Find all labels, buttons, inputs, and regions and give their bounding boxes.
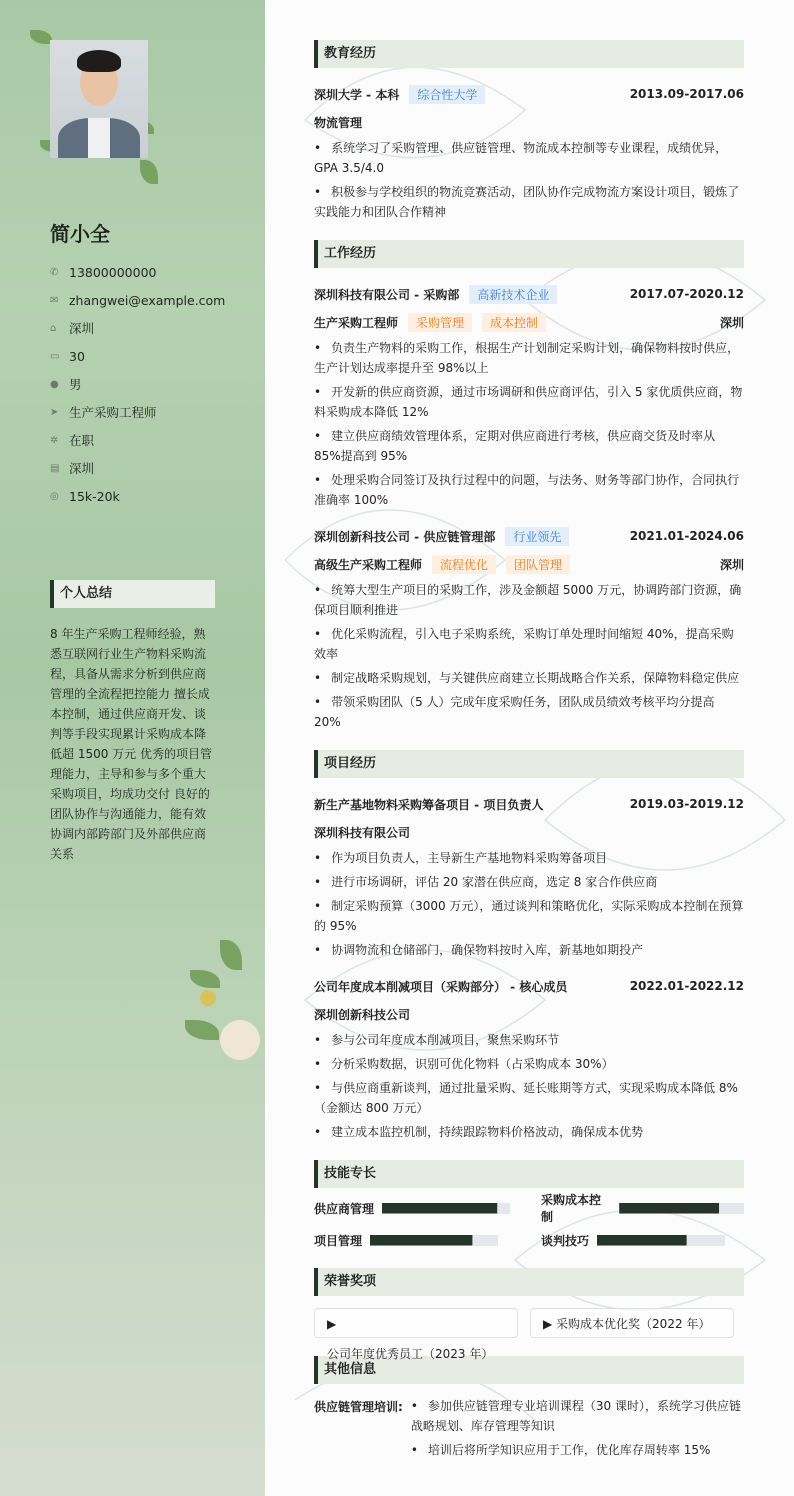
info-city: ▤ 深圳 <box>50 461 95 476</box>
project-date: 2019.03-2019.12 <box>629 797 744 811</box>
skill-tag: 成本控制 <box>482 313 546 332</box>
school: 深圳大学 - 本科 <box>314 87 400 102</box>
work-heading: 工作经历 <box>314 240 744 268</box>
avatar <box>50 40 148 158</box>
list-item: • 建立供应商绩效管理体系，定期对供应商进行考核，供应商交货及时率从 85%提高到 95% <box>314 429 716 463</box>
profile-photo-frame <box>30 20 170 195</box>
project-org: 深圳科技有限公司 <box>314 825 411 840</box>
project-name: 公司年度成本削减项目（采购部分） - 核心成员 <box>314 979 568 994</box>
company-tag: 行业领先 <box>505 527 569 546</box>
skills-section <box>314 1160 744 1250</box>
mail-icon: ✉ <box>50 294 59 306</box>
summary-text: 8 年生产采购工程师经验，熟悉互联网行业生产物料采购流程，具备从需求分析到供应商管理的全流程把控能力 擅长成本控制，通过供应商开发、谈判等手段实现累计采购成本降低超 1500 万元 优秀的项目管理能力，主导和参与多个重大采购项目，均成功交付 良好的团队协作与沟通能力，能有效协调内部跨部门及外部供应商关系 <box>50 627 212 861</box>
company: 深圳创新科技公司 - 供应链管理部 <box>314 529 496 544</box>
list-item: • 负责生产物料的采购工作，根据生产计划制定采购计划，确保物料按时供应，生产计划达成率提升至 98%以上 <box>314 341 740 375</box>
job-date: 2021.01-2024.06 <box>629 529 744 543</box>
project-org: 深圳创新科技公司 <box>314 1007 411 1022</box>
job-city: 深圳 <box>719 557 744 572</box>
sidebar <box>0 0 265 1496</box>
list-item: • 分析采购数据，识别可优化物料（占采购成本 30%） <box>314 1057 614 1071</box>
list-item: • 参与公司年度成本削减项目，聚焦采购环节 <box>314 1033 560 1047</box>
projects-heading: 项目经历 <box>314 750 744 778</box>
list-item: • 协调物流和仓储部门，确保物料按时入库，新基地如期投产 <box>314 943 644 957</box>
skill-tag: 采购管理 <box>408 313 472 332</box>
work-section <box>314 240 744 732</box>
info-salary: ◎ 15k-20k <box>50 488 120 504</box>
education-heading: 教育经历 <box>314 40 744 68</box>
building-icon: ▤ <box>50 462 60 474</box>
list-item: • 开发新的供应商资源，通过市场调研和供应商评估，引入 5 家优质供应商，物料采购成本降低 12% <box>314 385 743 419</box>
triangle-right-icon: ▶ <box>327 1317 337 1331</box>
job-entry <box>314 280 744 510</box>
list-item: • 制定采购预算（3000 万元），通过谈判和策略优化，实际采购成本控制在预算的 95% <box>314 899 744 933</box>
skill-bar <box>619 1203 744 1214</box>
company-tag: 高新技术企业 <box>469 285 557 304</box>
skill-bar-fill <box>597 1235 687 1246</box>
list-item: • 系统学习了采购管理、供应链管理、物流成本控制等专业课程，成绩优异，GPA 3.5/4.0 <box>314 141 728 175</box>
contact-info <box>50 258 250 510</box>
skill-bar <box>370 1235 498 1246</box>
job-city: 深圳 <box>719 315 744 330</box>
award-item[interactable]: ▶ 公司年度优秀员工（2023 年） <box>314 1308 518 1338</box>
list-item: • 参加供应链管理专业培训课程（30 课时），系统学习供应链战略规划、库存管理等知识 <box>410 1399 741 1433</box>
job-date: 2017.07-2020.12 <box>629 287 744 301</box>
summary-heading: 个人总结 <box>50 580 215 608</box>
skill-tag: 流程优化 <box>432 555 496 574</box>
candidate-name: 简小全 <box>50 222 110 246</box>
list-item: • 处理采购合同签订及执行过程中的问题，与法务、财务等部门协作，合同执行准确率 100% <box>314 473 740 507</box>
info-email: ✉ zhangwei@example.com <box>50 292 226 308</box>
other-heading: 其他信息 <box>314 1356 744 1384</box>
list-item: • 建立成本监控机制，持续跟踪物料价格波动，确保成本优势 <box>314 1125 644 1139</box>
skill-bar-fill <box>370 1235 472 1246</box>
skill-item: 供应商管理 <box>314 1198 517 1218</box>
info-gender: ● 男 <box>50 377 82 392</box>
awards-heading: 荣誉奖项 <box>314 1268 744 1296</box>
info-age: ▭ 30 <box>50 348 85 364</box>
info-phone: ✆ 13800000000 <box>50 264 157 280</box>
salary-icon: ◎ <box>50 490 59 502</box>
list-item: • 带领采购团队（5 人）完成年度采购任务，团队成员绩效考核平均分提高 20% <box>314 695 715 729</box>
skill-tag: 团队管理 <box>506 555 570 574</box>
skill-bar <box>597 1235 725 1246</box>
list-item: • 培训后将所学知识应用于工作，优化库存周转率 15% <box>410 1443 711 1457</box>
list-item: • 优化采购流程，引入电子采购系统，采购订单处理时间缩短 40%，提高采购效率 <box>314 627 734 661</box>
job-role: 高级生产采购工程师 <box>314 557 423 572</box>
triangle-right-icon: ▶ <box>543 1317 557 1331</box>
skills-heading: 技能专长 <box>314 1160 744 1188</box>
list-item: • 统筹大型生产项目的采购工作，涉及金额超 5000 万元，协调跨部门资源，确保项目顺利推进 <box>314 583 742 617</box>
info-status: ✲ 在职 <box>50 433 95 448</box>
list-item: • 制定战略采购规划，与关键供应商建立长期战略合作关系，保障物料稳定供应 <box>314 671 740 685</box>
list-item: • 与供应商重新谈判，通过批量采购、延长账期等方式，实现采购成本降低 8%（金额达 800 万元） <box>314 1081 738 1115</box>
education-date: 2013.09-2017.06 <box>629 87 744 101</box>
other-section <box>314 1356 744 1464</box>
project-name: 新生产基地物料采购筹备项目 - 项目负责人 <box>314 797 544 812</box>
project-entry <box>314 790 744 960</box>
awards-section <box>314 1268 744 1361</box>
skill-bar-fill <box>382 1203 497 1214</box>
list-item: • 积极参与学校组织的物流竞赛活动，团队协作完成物流方案设计项目，锻炼了实践能力和团队合作精神 <box>314 185 740 219</box>
home-icon: ⌂ <box>50 322 57 334</box>
skill-item: 项目管理 <box>314 1230 517 1250</box>
school-tag: 综合性大学 <box>409 85 485 104</box>
gender-icon: ● <box>50 378 59 390</box>
projects-section <box>314 750 744 1142</box>
main-content <box>314 40 744 1482</box>
company: 深圳科技有限公司 - 采购部 <box>314 287 460 302</box>
major: 物流管理 <box>314 115 363 130</box>
project-entry <box>314 972 744 1142</box>
skill-bar <box>382 1203 510 1214</box>
phone-icon: ✆ <box>50 266 59 278</box>
info-position: ➤ 生产采购工程师 <box>50 405 157 420</box>
job-role: 生产采购工程师 <box>314 315 399 330</box>
status-icon: ✲ <box>50 434 59 446</box>
cake-icon: ▭ <box>50 350 60 362</box>
flower-decoration <box>180 930 265 1085</box>
skill-item: 谈判技巧 <box>541 1230 744 1250</box>
education-section <box>314 40 744 222</box>
other-label: 供应链管理培训: <box>314 1400 403 1414</box>
skill-bar-fill <box>619 1203 719 1214</box>
skill-item: 采购成本控制 <box>541 1198 744 1218</box>
list-item: • 作为项目负责人，主导新生产基地物料采购筹备项目 <box>314 851 608 865</box>
send-icon: ➤ <box>50 406 59 418</box>
info-location: ⌂ 深圳 <box>50 321 95 336</box>
project-date: 2022.01-2022.12 <box>629 979 744 993</box>
job-entry <box>314 522 744 732</box>
award-item[interactable]: ▶ 采购成本优化奖（2022 年） <box>530 1308 734 1338</box>
list-item: • 进行市场调研，评估 20 家潜在供应商，选定 8 家合作供应商 <box>314 875 658 889</box>
